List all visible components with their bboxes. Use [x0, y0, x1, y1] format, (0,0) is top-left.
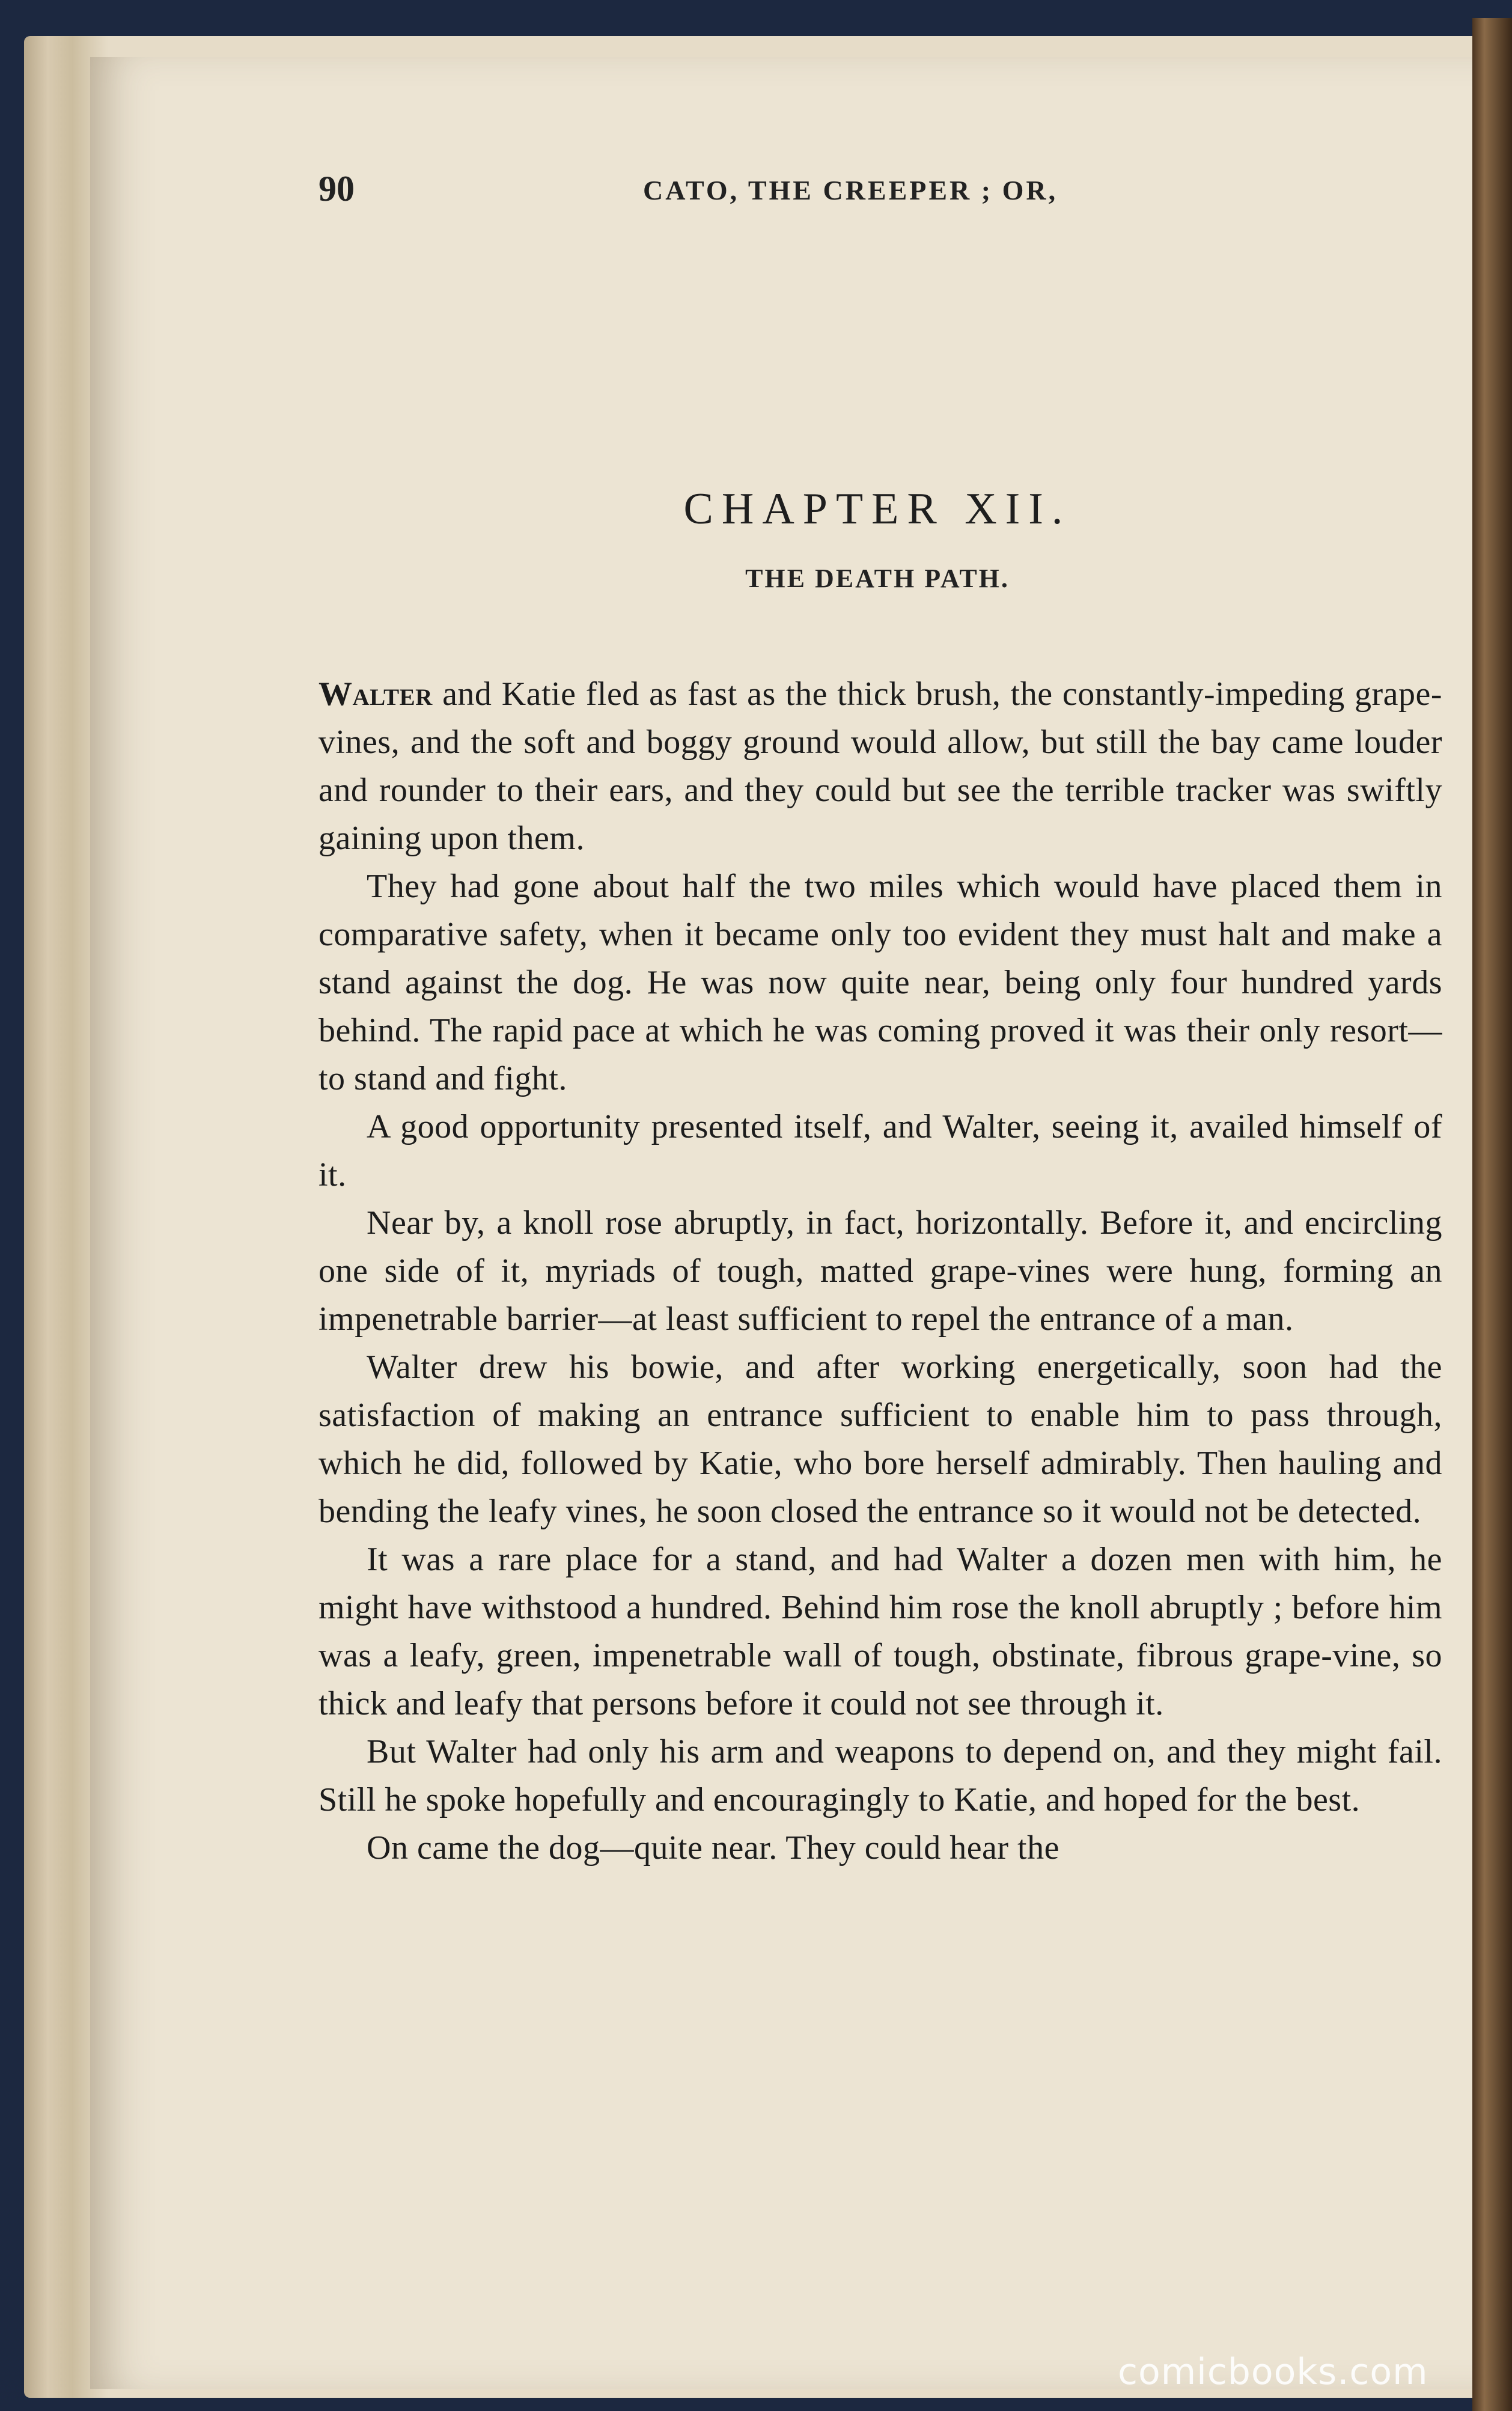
paragraph-7: But Walter had only his arm and weapons to depend on, and they might fail. Still he spoke hopefully and encouragingly to Katie, and hoped for the best. — [319, 1733, 1442, 1818]
paragraph-1 — [319, 670, 1442, 862]
running-title: CATO, THE CREEPER ; OR, — [643, 175, 1058, 206]
paragraph-3: A good opportunity presented itself, and Walter, seeing it, availed himself of it. — [319, 1108, 1442, 1193]
chapter-subtitle: THE DEATH PATH. — [745, 564, 1010, 593]
body-text — [319, 670, 1442, 2347]
running-head — [90, 168, 1472, 240]
paragraph-4: Near by, a knoll rose abruptly, in fact, horizontally. Before it, and encircling one side of it, myriads of tough, matted grape-vines were hung, forming an impenetrable barrier—at least sufficient to repel the entrance of a man. — [319, 1204, 1442, 1338]
paragraph-5: Walter drew his bowie, and after working energetically, soon had the satisfaction of making an entrance sufficient to enable him to pass through, which he did, followed by Katie, who bore herself admirably. Then hauling and bending the leafy vines, he soon closed the entrance so it would not be detected. — [319, 1349, 1442, 1530]
paragraph-6: It was a rare place for a stand, and had Walter a dozen men with him, he might have withstood a hundred. Behind him rose the knoll abruptly ; before him was a leafy, green, impenetrable wall of tough, obstinate, fibrous grape-vine, so thick and leafy that persons before it could not see through it. — [319, 1541, 1442, 1722]
opening-word: Walter — [319, 675, 433, 713]
book-spine — [1472, 18, 1512, 2411]
chapter-title: CHAPTER XII. — [683, 484, 1072, 534]
page-number: 90 — [319, 169, 355, 209]
paragraph-2: They had gone about half the two miles which would have placed them in comparative safety, when it became only too evident they must halt and make a stand against the dog. He was now quite near, being only four hundred yards behind. The rapid pace at which he was coming proved it was their only resort—to stand and fight. — [319, 868, 1442, 1097]
book-page — [90, 57, 1472, 2389]
paragraph-1-text: and Katie fled as fast as the thick brush, the constantly-impeding grape-vines, and the soft and boggy ground would allow, but still the bay came louder and rounder to their ears, and they could but see the terrible tracker was swiftly gaining upon them. — [319, 675, 1442, 857]
paragraph-8: On came the dog—quite near. They could hear the — [367, 1829, 1059, 1867]
watermark: comicbooks.com — [1118, 2351, 1428, 2393]
